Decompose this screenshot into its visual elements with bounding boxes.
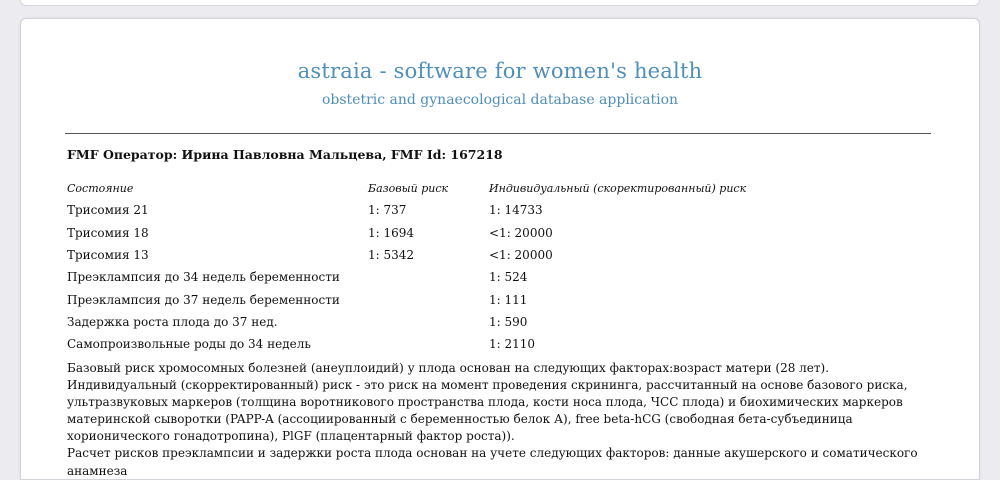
table-header-row <box>67 177 789 199</box>
cell-condition: Самопроизвольные роды до 34 недель <box>67 337 311 352</box>
cell-condition: Преэклампсия до 34 недель беременности <box>67 270 340 285</box>
previous-page-edge <box>20 0 980 6</box>
cell-base-risk: 1: 5342 <box>368 248 415 263</box>
cell-individual-risk: 1: 111 <box>489 292 528 307</box>
document-page <box>20 18 980 480</box>
column-header-condition: Состояние <box>67 181 134 195</box>
cell-base-risk <box>368 288 489 310</box>
cell-individual-risk: <1: 20000 <box>489 248 553 263</box>
header-divider <box>65 133 931 134</box>
brand-title: astraia - software for women's health <box>297 59 703 83</box>
cell-individual-risk: <1: 20000 <box>489 225 553 240</box>
risk-table <box>67 177 789 355</box>
cell-base-risk <box>368 311 489 333</box>
cell-individual-risk: 1: 2110 <box>489 337 536 352</box>
cell-base-risk <box>368 266 489 288</box>
explanation-text <box>67 360 937 480</box>
cell-condition: Задержка роста плода до 37 нед. <box>67 314 278 329</box>
cell-base-risk: 1: 737 <box>368 203 407 218</box>
table-row <box>67 288 789 310</box>
table-row <box>67 266 789 288</box>
cell-individual-risk: 1: 14733 <box>489 203 543 218</box>
paragraph-preeclampsia: Расчет рисков преэклампсии и задержки роста плода основан на учете следующих факторов: данные акушерского и соматического анамнеза <box>67 446 918 478</box>
cell-condition: Трисомия 21 <box>67 203 149 218</box>
table-row <box>67 222 789 244</box>
column-header-individual-risk: Индивидуальный (скоректированный) риск <box>489 181 747 195</box>
cell-individual-risk: 1: 590 <box>489 314 528 329</box>
cell-base-risk: 1: 1694 <box>368 225 415 240</box>
table-row <box>67 244 789 266</box>
cell-condition: Трисомия 13 <box>67 248 149 263</box>
cell-individual-risk: 1: 524 <box>489 270 528 285</box>
table-row <box>67 333 789 355</box>
cell-condition: Трисомия 18 <box>67 225 149 240</box>
table-row <box>67 199 789 221</box>
cell-base-risk <box>368 333 489 355</box>
brand-subtitle: obstetric and gynaecological database application <box>321 92 679 108</box>
column-header-base-risk: Базовый риск <box>368 181 449 195</box>
operator-line: FMF Оператор: Ирина Павловна Мальцева, FMF Id: 167218 <box>67 147 503 162</box>
cell-condition: Преэклампсия до 37 недель беременности <box>67 292 340 307</box>
table-row <box>67 311 789 333</box>
paragraph-base-risk: Базовый риск хромосомных болезней (анеуплоидий) у плода основан на следующих факторах:возраст матери (28 лет). Индивидуальный (скорректированный) риск - это риск на момент проведения скрининга, рассчитанный на основе базового риска, ультразвуковых маркеров (толщина воротникового пространства плода, кости носа плода, ЧСС плода) и биохимических маркеров материнской сыворотки (PAPP-A (ассоциированный с беременностью белок А), free beta-hCG (свободная бета-субъединица хорионического гонадотропина), PlGF (плацентарный фактор роста)). <box>67 361 908 444</box>
